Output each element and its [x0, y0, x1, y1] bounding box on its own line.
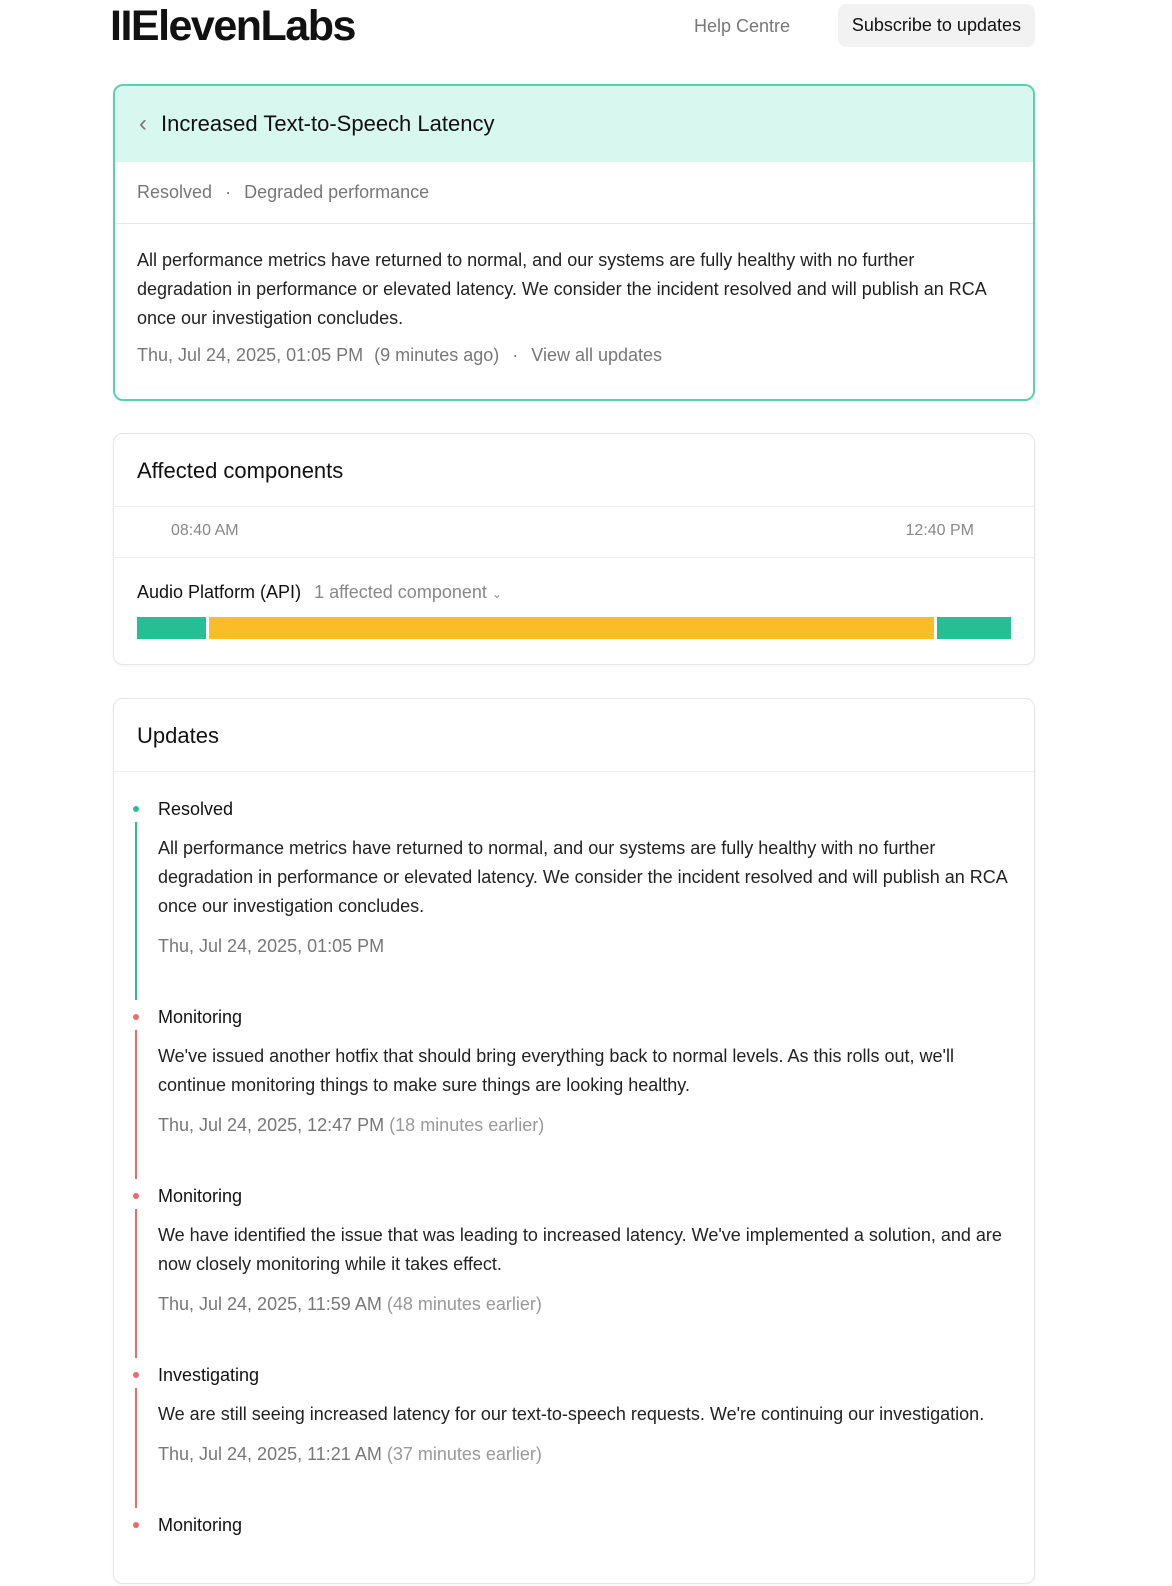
update-ago: (37 minutes earlier) — [386, 1444, 542, 1464]
help-centre-link[interactable]: Help Centre — [693, 16, 790, 36]
update-text: We have identified the issue that was leading to increased latency. We've implemented a solution, and are now closely monitoring while it takes effect. — [158, 1225, 1002, 1274]
elevenlabs-logo[interactable]: IIElevenLabs — [110, 2, 355, 50]
updates-title: Updates — [114, 699, 1034, 772]
incident-title: Increased Text-to-Speech Latency — [161, 111, 495, 136]
subscribe-button[interactable]: Subscribe to updates — [838, 4, 1035, 47]
axis-end-label: 12:40 PM — [905, 522, 974, 539]
incident-body: All performance metrics have returned to normal, and our systems are fully healthy with no further degradation in performance or elevated latency. We consider the incident resolved and will publish an RCA once our investigation concludes. — [137, 250, 986, 328]
incident-impact: Degraded performance — [244, 182, 430, 202]
chevron-left-icon[interactable]: ‹ — [139, 110, 147, 137]
incident-meta — [115, 162, 1033, 224]
axis-start-label: 08:40 AM — [171, 522, 239, 539]
incident-status: Resolved — [137, 182, 213, 202]
status-dot — [133, 1372, 139, 1378]
update-status: Monitoring — [158, 1186, 243, 1206]
component-row — [114, 558, 1034, 639]
timeline-line — [135, 1388, 137, 1508]
update-status: Monitoring — [158, 1515, 243, 1535]
status-segment-degraded[interactable] — [209, 617, 934, 639]
update-ago: (48 minutes earlier) — [386, 1294, 542, 1314]
update-timestamp: Thu, Jul 24, 2025, 11:59 AM — [158, 1294, 382, 1314]
update-item — [158, 1006, 1012, 1185]
update-item — [158, 1364, 1012, 1514]
updates-card — [113, 698, 1035, 1584]
update-status: Investigating — [158, 1365, 260, 1385]
update-time — [158, 1443, 1012, 1514]
affected-count: 1 affected component — [314, 582, 487, 602]
affected-components-card — [113, 433, 1035, 665]
affected-count-toggle[interactable] — [314, 582, 502, 602]
status-segment-operational[interactable] — [137, 617, 206, 639]
incident-card — [113, 84, 1035, 401]
timeline-line — [135, 822, 137, 1000]
timeline-line — [135, 1030, 137, 1179]
update-status: Resolved — [158, 799, 234, 819]
update-item — [158, 1185, 1012, 1364]
update-text: We've issued another hotfix that should bring everything back to normal levels. As this rolls out, we'll continue monitoring things to make sure things are looking healthy. — [158, 1046, 954, 1095]
status-dot — [133, 806, 139, 812]
update-time — [158, 1293, 1012, 1364]
status-dot — [133, 1014, 139, 1020]
affected-title: Affected components — [114, 434, 1034, 507]
timeline-axis — [114, 507, 1034, 558]
incident-time — [115, 333, 1033, 378]
update-time — [158, 1114, 1012, 1185]
separator: · — [225, 182, 232, 202]
status-segment-operational[interactable] — [937, 617, 1011, 639]
incident-header — [115, 86, 1033, 162]
component-name: Audio Platform (API) — [137, 582, 302, 602]
status-dot — [133, 1522, 139, 1528]
update-text: We are still seeing increased latency for our text-to-speech requests. We're continuing our investigation. — [158, 1404, 985, 1424]
separator: · — [512, 345, 519, 365]
update-timestamp: Thu, Jul 24, 2025, 11:21 AM — [158, 1444, 382, 1464]
update-status: Monitoring — [158, 1007, 243, 1027]
header — [110, 0, 1035, 56]
incident-timestamp: Thu, Jul 24, 2025, 01:05 PM — [137, 345, 364, 365]
update-text: All performance metrics have returned to normal, and our systems are fully healthy with no further degradation in performance or elevated latency. We consider the incident resolved and will publish an RCA once our investigation concludes. — [158, 838, 1007, 916]
incident-ago: (9 minutes ago) — [374, 345, 500, 365]
status-bar — [137, 617, 1011, 639]
status-dot — [133, 1193, 139, 1199]
timeline-line — [135, 1209, 137, 1358]
updates-list — [114, 772, 1034, 1536]
update-item — [158, 798, 1012, 1006]
view-all-updates-link[interactable]: View all updates — [531, 345, 663, 365]
update-time — [158, 935, 1012, 1006]
update-item — [158, 1514, 1012, 1536]
chevron-down-icon: ⌄ — [491, 587, 502, 601]
update-ago: (18 minutes earlier) — [389, 1115, 545, 1135]
update-timestamp: Thu, Jul 24, 2025, 12:47 PM — [158, 1115, 385, 1135]
update-timestamp: Thu, Jul 24, 2025, 01:05 PM — [158, 936, 385, 956]
